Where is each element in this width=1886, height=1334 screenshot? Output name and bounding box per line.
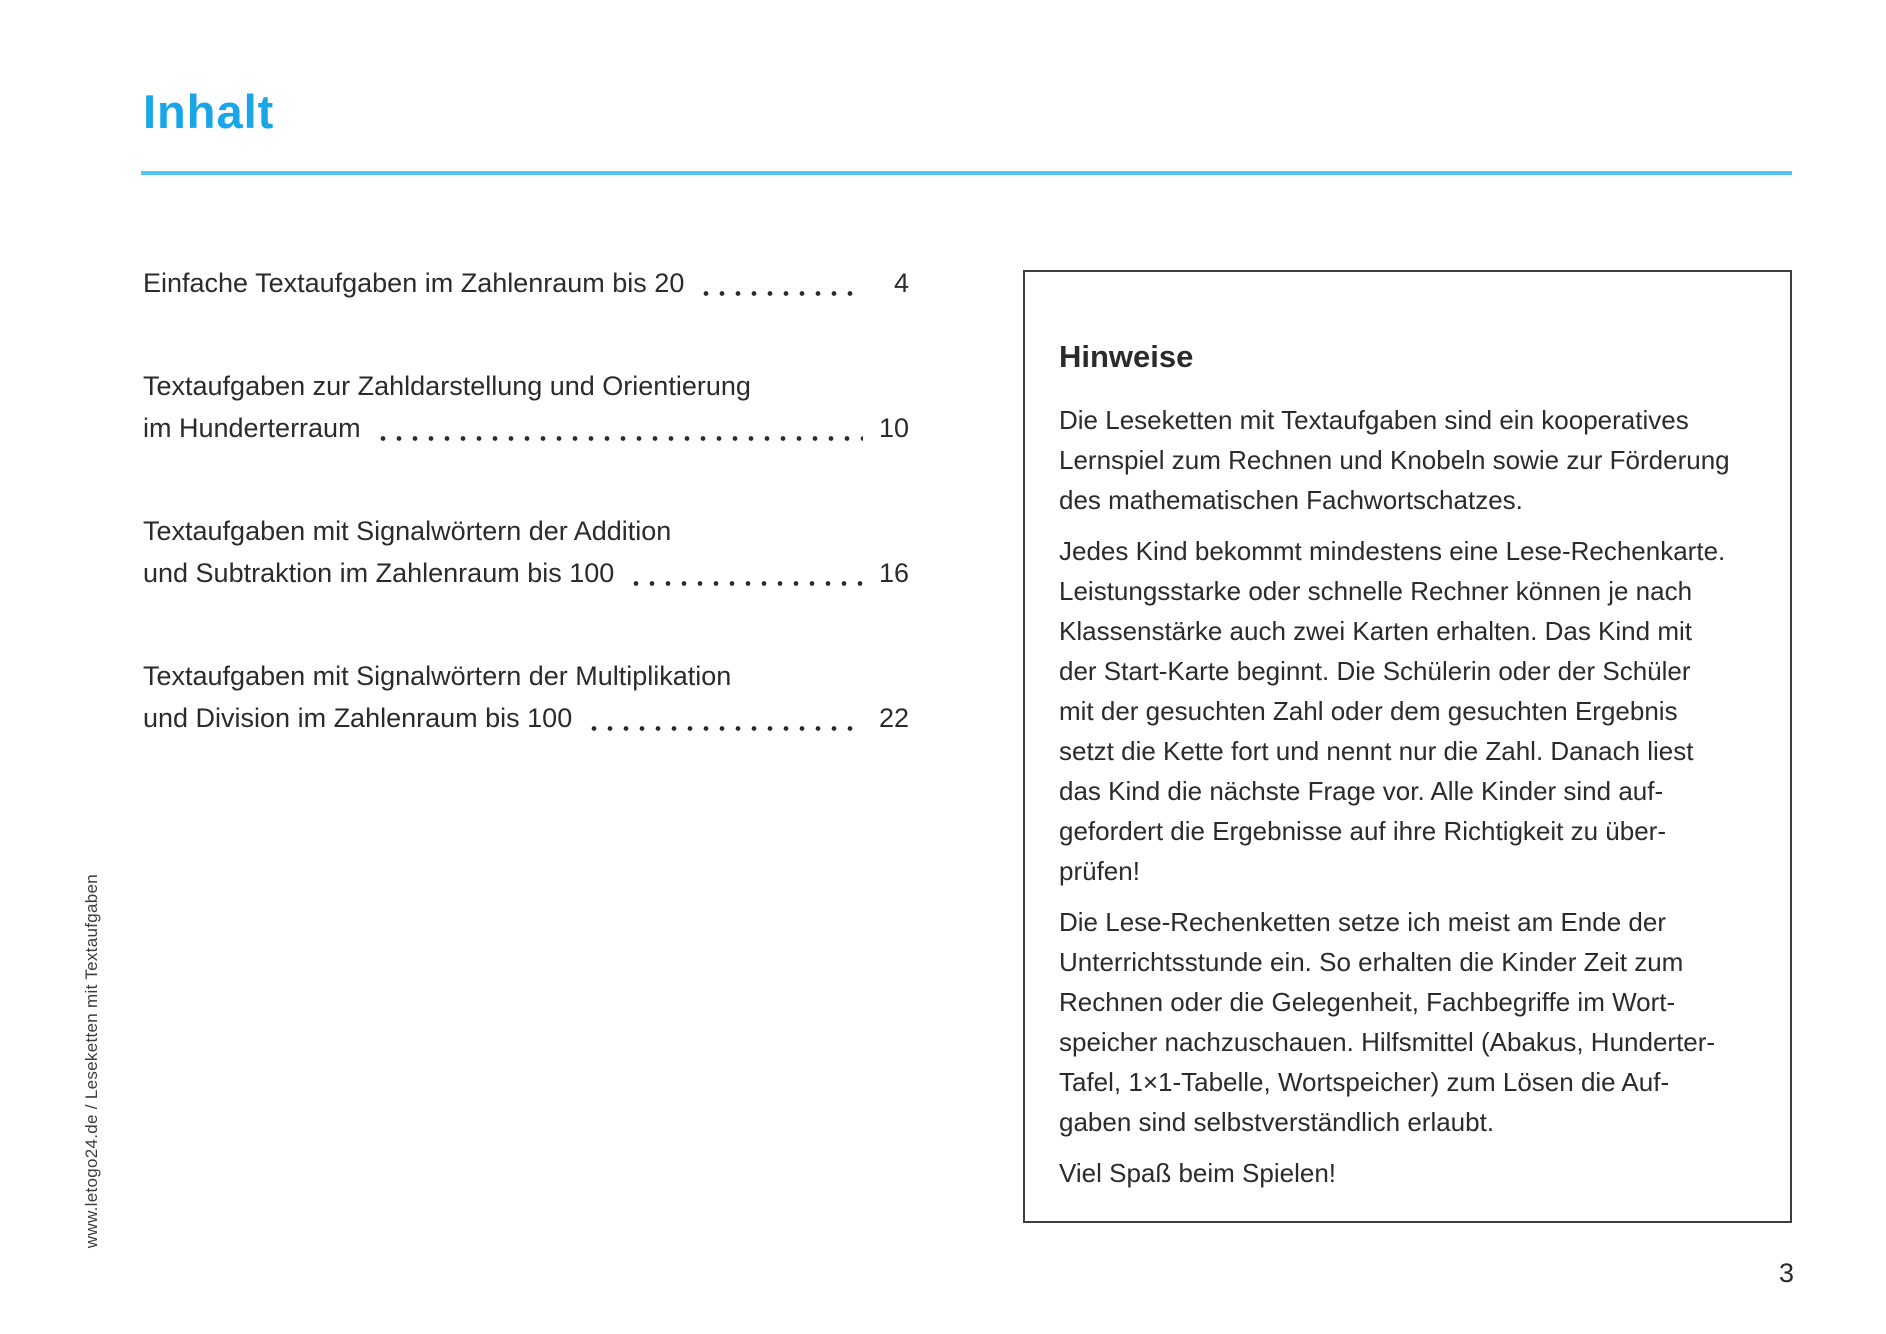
- toc-dot-leader: [628, 581, 863, 586]
- toc-entry-last-line: [143, 552, 909, 594]
- hinweise-paragraph-line: gaben sind selbstverständlich erlaubt.: [1059, 1107, 1495, 1137]
- toc-dot-leader: [698, 291, 863, 296]
- toc-entry: [143, 262, 909, 304]
- toc-page-number: 10: [878, 413, 909, 443]
- hinweise-paragraph-line: des mathematischen Fachwortschatzes.: [1059, 485, 1523, 515]
- toc-entry-line: Textaufgaben mit Signalwörtern der Addition: [143, 516, 672, 546]
- page-number: 3: [1778, 1258, 1794, 1288]
- toc: [143, 262, 909, 800]
- hinweise-paragraph-line: Jedes Kind bekommt mindestens eine Lese-Rechenkarte.: [1059, 536, 1726, 566]
- title-underline-rule: [141, 171, 1792, 175]
- toc-entry-line: Textaufgaben mit Signalwörtern der Multiplikation: [143, 661, 732, 691]
- toc-dot-leader: [375, 436, 863, 441]
- toc-dot-leader: [586, 726, 863, 731]
- toc-entry-line: Textaufgaben zur Zahldarstellung und Orientierung: [143, 371, 751, 401]
- hinweise-paragraph-line: Leistungsstarke oder schnelle Rechner können je nach: [1059, 576, 1693, 606]
- toc-entry-last-line: [143, 697, 909, 739]
- hinweise-paragraph-line: Rechnen oder die Gelegenheit, Fachbegriffe im Wort-: [1059, 987, 1676, 1017]
- page-title: Inhalt: [143, 85, 275, 138]
- hinweise-box: [1023, 270, 1792, 1223]
- hinweise-paragraph-line: Die Leseketten mit Textaufgaben sind ein kooperatives: [1059, 405, 1689, 435]
- hinweise-paragraph-line: Die Lese-Rechenketten setze ich meist am Ende der: [1059, 907, 1666, 937]
- toc-page-number: 22: [878, 703, 909, 733]
- hinweise-paragraph-line: prüfen!: [1059, 856, 1140, 886]
- toc-entry-label: Einfache Textaufgaben im Zahlenraum bis 20: [143, 268, 685, 298]
- hinweise-paragraph-line: gefordert die Ergebnisse auf ihre Richtigkeit zu über-: [1059, 816, 1666, 846]
- hinweise-paragraph: [1059, 531, 1762, 891]
- hinweise-paragraph-line: Viel Spaß beim Spielen!: [1059, 1158, 1337, 1188]
- hinweise-paragraph-line: mit der gesuchten Zahl oder dem gesuchten Ergebnis: [1059, 696, 1678, 726]
- toc-entry-label: im Hunderterraum: [143, 413, 361, 443]
- hinweise-paragraph: [1059, 902, 1762, 1142]
- toc-entry-last-line: [143, 407, 909, 449]
- hinweise-paragraph-line: speicher nachzuschauen. Hilfsmittel (Abakus, Hunderter-: [1059, 1027, 1716, 1057]
- toc-entry-label: und Division im Zahlenraum bis 100: [143, 703, 573, 733]
- hinweise-paragraph: [1059, 1153, 1762, 1193]
- toc-entry-last-line: [143, 262, 909, 304]
- toc-entry: [143, 365, 909, 449]
- hinweise-paragraph-line: Tafel, 1×1-Tabelle, Wortspeicher) zum Lösen die Auf-: [1059, 1067, 1670, 1097]
- hinweise-paragraph-line: das Kind die nächste Frage vor. Alle Kinder sind auf-: [1059, 776, 1664, 806]
- toc-entry: [143, 510, 909, 594]
- toc-page-number: 4: [893, 268, 909, 298]
- toc-entry-label: und Subtraktion im Zahlenraum bis 100: [143, 558, 615, 588]
- hinweise-paragraph-line: Unterrichtsstunde ein. So erhalten die Kinder Zeit zum: [1059, 947, 1684, 977]
- hinweise-title: Hinweise: [1059, 339, 1194, 374]
- toc-entry: [143, 655, 909, 739]
- hinweise-paragraph-line: setzt die Kette fort und nennt nur die Zahl. Danach liest: [1059, 736, 1694, 766]
- hinweise-paragraph-line: der Start-Karte beginnt. Die Schülerin oder der Schüler: [1059, 656, 1691, 686]
- hinweise-paragraph-line: Lernspiel zum Rechnen und Knobeln sowie zur Förderung: [1059, 445, 1730, 475]
- toc-page-number: 16: [878, 558, 909, 588]
- hinweise-paragraph-line: Klassenstärke auch zwei Karten erhalten. Das Kind mit: [1059, 616, 1692, 646]
- hinweise-paragraph: [1059, 400, 1762, 520]
- sidebar-credit-text: www.letogo24.de / Leseketten mit Textaufgaben: [82, 873, 101, 1248]
- hinweise-paragraphs: [1059, 400, 1762, 1193]
